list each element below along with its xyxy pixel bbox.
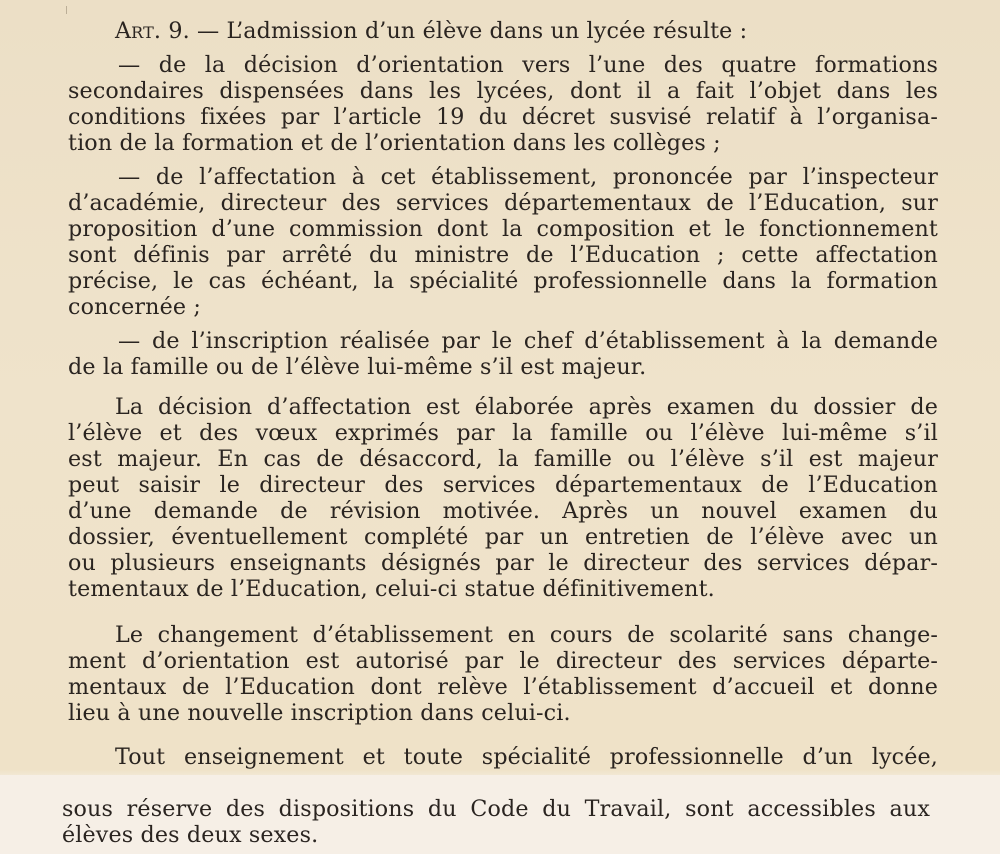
article-heading-text: — L’admission d’un élève dans un lycée résulte : — [189, 18, 748, 44]
text-line: dossier, éventuellement complété par un entretien de l’élève avec un — [68, 524, 938, 550]
text-line: précise, le cas échéant, la spécialité professionnelle dans la formation — [68, 268, 938, 294]
scan-speck — [66, 6, 67, 14]
text-line: d’une demande de révision motivée. Après un nouvel examen du — [68, 498, 938, 524]
text-line: est majeur. En cas de désaccord, la famille ou l’élève s’il est majeur — [68, 446, 938, 472]
text-line: — de l’inscription réalisée par le chef d’établissement à la demande — [118, 328, 938, 354]
article-label: Art. 9. — [115, 18, 190, 44]
text-line: La décision d’affectation est élaborée après examen du dossier de — [115, 394, 938, 420]
text-line: ment d’orientation est autorisé par le directeur des services départe- — [68, 648, 938, 674]
text-line: Le changement d’établissement en cours de scolarité sans change- — [115, 622, 938, 648]
text-line: mentaux de l’Education dont relève l’établissement d’accueil et donne — [68, 674, 938, 700]
text-line: élèves des deux sexes. — [62, 822, 319, 848]
text-line: — de l’affectation à cet établissement, prononcée par l’inspecteur — [118, 164, 938, 190]
text-line: concernée ; — [68, 294, 201, 320]
text-line: lieu à une nouvelle inscription dans celui-ci. — [68, 700, 571, 726]
text-line: tion de la formation et de l’orientation dans les collèges ; — [68, 130, 721, 156]
text-line: secondaires dispensées dans les lycées, dont il a fait l’objet dans les — [68, 78, 938, 104]
article-heading-line — [115, 18, 747, 44]
text-line: de la famille ou de l’élève lui-même s’il est majeur. — [68, 354, 647, 380]
text-line: — de la décision d’orientation vers l’une des quatre formations — [118, 52, 938, 78]
text-line: sous réserve des dispositions du Code du Travail, sont accessibles aux — [62, 796, 930, 822]
text-line: sont définis par arrêté du ministre de l’Education ; cette affectation — [68, 242, 938, 268]
text-line: d’académie, directeur des services départementaux de l’Education, sur — [68, 190, 938, 216]
text-line: tementaux de l’Education, celui-ci statue définitivement. — [68, 576, 715, 602]
text-line: peut saisir le directeur des services départementaux de l’Education — [68, 472, 938, 498]
lower-text-block — [0, 775, 1000, 854]
text-line: proposition d’une commission dont la composition et le fonctionnement — [68, 216, 938, 242]
text-line: conditions fixées par l’article 19 du décret susvisé relatif à l’organisa- — [68, 104, 938, 130]
text-line: Tout enseignement et toute spécialité professionnelle d’un lycée, — [115, 744, 938, 770]
text-line: l’élève et des vœux exprimés par la famille ou l’élève lui-même s’il — [68, 420, 938, 446]
text-line: ou plusieurs enseignants désignés par le directeur des services dépar- — [68, 550, 938, 576]
